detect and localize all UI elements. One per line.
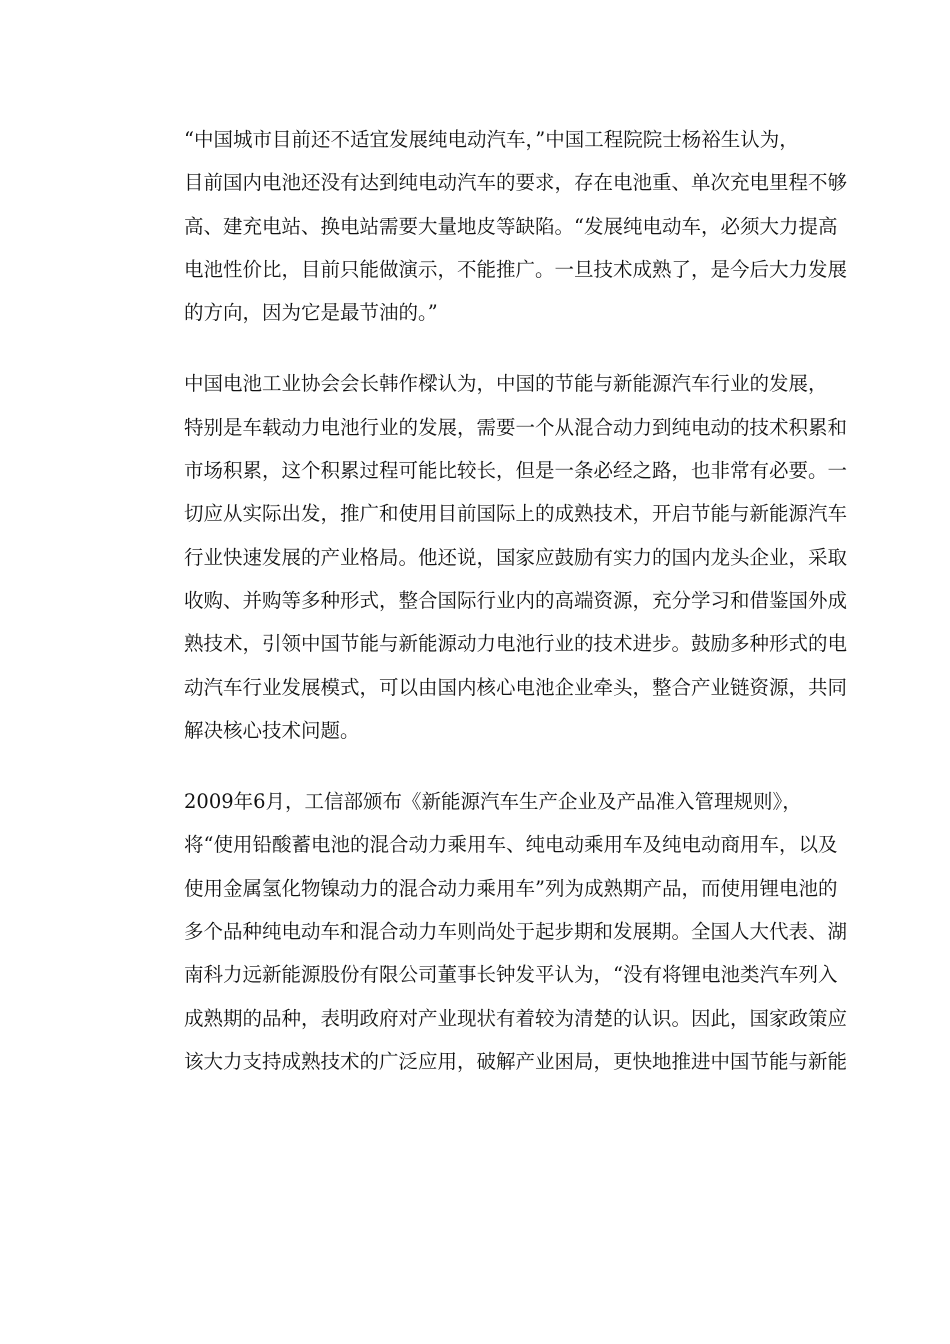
text-line: 切应从实际出发，推广和使用目前国际上的成熟技术，开启节能与新能源汽车: [184, 502, 848, 526]
paragraph-3: [145, 780, 848, 1083]
text-line: 特别是车载动力电池行业的发展，需要一个从混合动力到纯电动的技术积累和: [184, 415, 848, 439]
text-line: 目前国内电池还没有达到纯电动汽车的要求，存在电池重、单次充电里程不够: [184, 171, 848, 195]
text-line: 解决核心技术问题。: [184, 718, 360, 742]
text-line: 将“使用铅酸蓄电池的混合动力乘用车、纯电动乘用车及纯电动商用车，以及: [184, 833, 838, 857]
document-body: [145, 118, 848, 1111]
text-line: 成熟期的品种，表明政府对产业现状有着较为清楚的认识。因此，国家政策应: [184, 1006, 848, 1030]
text-line: 收购、并购等多种形式，整合国际行业内的高端资源，充分学习和借鉴国外成: [184, 588, 848, 612]
text-line: 中国电池工业协会会长韩作樑认为，中国的节能与新能源汽车行业的发展，: [184, 372, 828, 396]
text-line: 的方向，因为它是最节油的。”: [184, 301, 438, 325]
text-line: 电池性价比，目前只能做演示，不能推广。一旦技术成熟了，是今后大力发展: [184, 257, 848, 281]
text-line: 熟技术，引领中国节能与新能源动力电池行业的技术进步。鼓励多种形式的电: [184, 632, 848, 656]
text-line: 动汽车行业发展模式，可以由国内核心电池企业牵头，整合产业链资源，共同: [184, 675, 848, 699]
text-line: 行业快速发展的产业格局。他还说，国家应鼓励有实力的国内龙头企业，采取: [184, 545, 848, 569]
text-line: “中国城市目前还不适宜发展纯电动汽车，”中国工程院院士杨裕生认为，: [184, 128, 799, 151]
text-line: 多个品种纯电动车和混合动力车则尚处于起步期和发展期。全国人大代表、湖: [184, 920, 848, 944]
text-line: 高、建充电站、换电站需要大量地皮等缺陷。“发展纯电动车，必须大力提高: [184, 214, 838, 238]
text-line: 市场积累，这个积累过程可能比较长，但是一条必经之路，也非常有必要。一: [184, 459, 848, 483]
text-line: 2009年6月，工信部颁布《新能源汽车生产企业及产品准入管理规则》，: [184, 790, 802, 814]
text-line: 使用金属氢化物镍动力的混合动力乘用车”列为成熟期产品，而使用锂电池的: [184, 876, 838, 900]
text-line: 南科力远新能源股份有限公司董事长钟发平认为，“没有将锂电池类汽车列入: [184, 963, 838, 987]
paragraph-1: [145, 118, 848, 334]
text-line: 该大力支持成熟技术的广泛应用，破解产业困局，更快地推进中国节能与新能: [184, 1049, 848, 1073]
paragraph-2: [145, 362, 848, 752]
